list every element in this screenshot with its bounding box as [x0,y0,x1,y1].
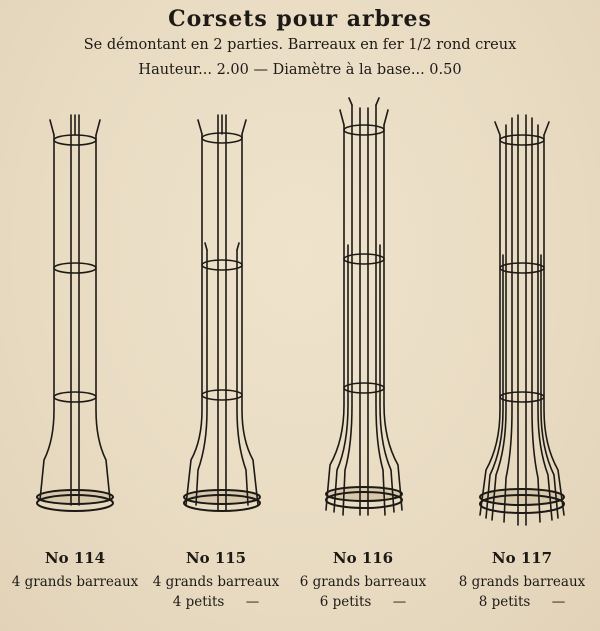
product-line-1: 6 grands barreaux [299,574,427,590]
product-number: No 117 [491,549,553,567]
product-line-1: 4 grands barreaux [152,574,280,590]
tree-guard-114 [37,115,113,511]
page-title: Corsets pour arbres [168,6,432,32]
product-number: No 116 [332,549,394,567]
dimensions-line: Hauteur... 2.00 — Diamètre à la base... 0.50 [138,62,462,78]
product-number: No 115 [185,549,247,567]
caption-114 [5,548,145,592]
product-number: No 114 [44,549,106,567]
tree-guard-115 [184,115,260,511]
product-line-2: 6 petits — [319,594,407,610]
product-line-1: 8 grands barreaux [458,574,586,590]
product-line-2: 4 petits — [172,594,260,610]
caption-117 [452,548,592,612]
tree-guard-117 [480,115,564,525]
tree-guards-illustration [0,95,600,535]
page-subtitle: Se démontant en 2 parties. Barreaux en fer 1/2 rond creux [83,37,517,53]
caption-115 [146,548,286,612]
product-line-1: 4 grands barreaux [11,574,139,590]
caption-116 [293,548,433,612]
product-line-2: 8 petits — [478,594,566,610]
tree-guard-116 [326,98,402,515]
